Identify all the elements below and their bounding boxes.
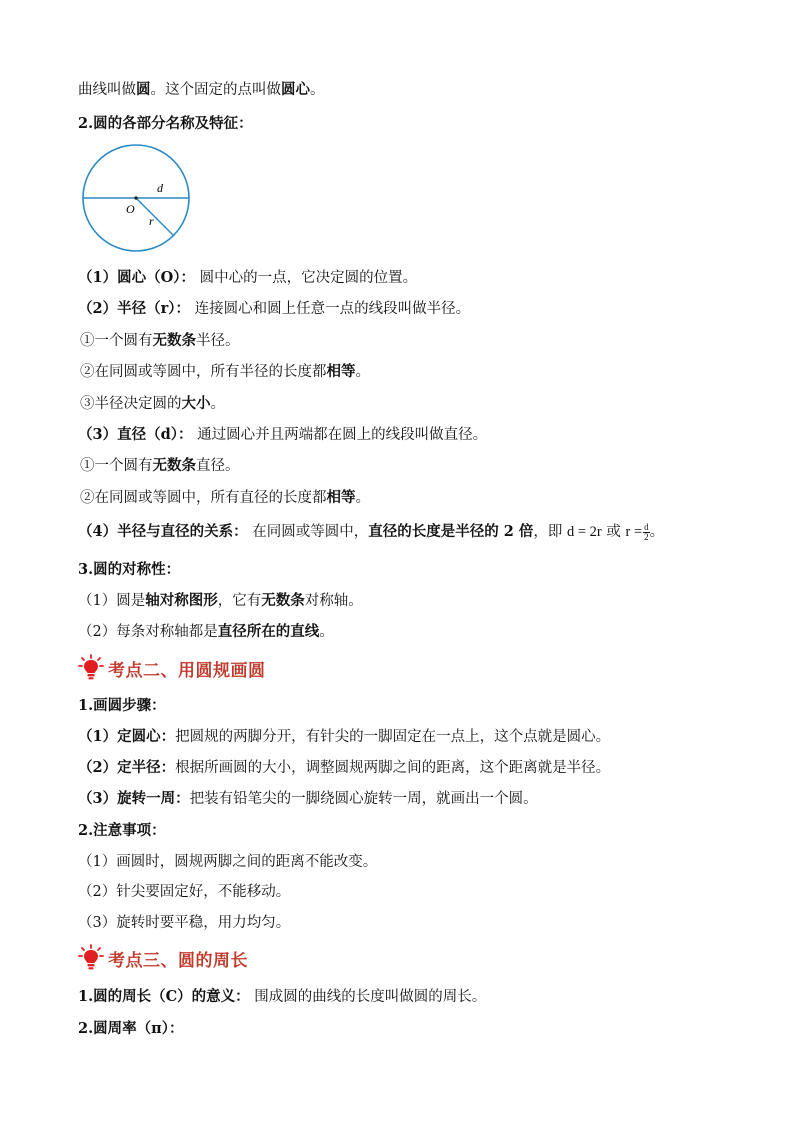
item-relation: （4）半径与直径的关系： 在同圆或等圆中，直径的长度是半径的 2 倍，即 d = 2r 或 r = $\frac{d}{2}$ 。 [78,521,665,542]
pi-title: 2.圆周率（π）： [78,1020,184,1037]
lightbulb-icon [78,654,104,682]
radius-fact-3: ③半径决定圆的大小。 [80,395,225,412]
lightbulb-icon [78,944,104,972]
step-1: （1）定圆心：把圆规的两脚分开，有针尖的一脚固定在一点上，这个点就是圆心。 [78,728,611,745]
fraction-d-over-2: $\frac{d}{2}$ [644,521,649,542]
steps-title: 1.画圆步骤： [78,697,166,714]
note-1: （1）画圆时，圆规两脚之间的距离不能改变。 [78,854,378,870]
circle-diagram [80,142,195,257]
center-point [134,196,137,199]
symmetry-1: （1）圆是轴对称图形，它有无数条对称轴。 [78,592,363,609]
formula-r: r = [625,524,643,540]
diameter-fact-2: ②在同圆或等圆中，所有直径的长度都相等。 [80,489,370,506]
note-3: （3）旋转时要平稳，用力均匀。 [78,915,291,931]
radius-line [136,198,174,236]
note-2: （2）针尖要固定好，不能移动。 [78,884,291,900]
center-label: O [126,202,135,216]
item-radius: （2）半径（r）： 连接圆心和圆上任意一点的线段叫做半径。 [78,300,471,317]
radius-label: r [149,214,154,228]
section2-title: 2.圆的各部分名称及特征： [78,115,253,132]
circumference-meaning: 1.圆的周长（C）的意义： 围成圆的曲线的长度叫做圆的周长。 [78,988,487,1005]
intro-line: 曲线叫做圆。这个固定的点叫做圆心。 [78,81,325,98]
section3-title: 3.圆的对称性： [78,561,181,578]
diameter-label: d [157,181,163,195]
heading-kaodian3: 考点三、圆的周长 [78,943,248,973]
diameter-fact-1: ①一个圆有无数条直径。 [80,457,240,474]
radius-fact-2: ②在同圆或等圆中，所有半径的长度都相等。 [80,363,370,380]
heading-kaodian2: 考点二、用圆规画圆 [78,653,266,683]
step-2: （2）定半径：根据所画圆的大小，调整圆规两脚之间的距离，这个距离就是半径。 [78,759,611,776]
step-3: （3）旋转一周：把装有铅笔尖的一脚绕圆心旋转一周，就画出一个圆。 [78,790,538,807]
item-center: （1）圆心（O）： 圆中心的一点，它决定圆的位置。 [78,269,418,286]
radius-fact-1: ①一个圆有无数条半径。 [80,332,240,349]
formula-d: d = 2r [567,524,602,540]
symmetry-2: （2）每条对称轴都是直径所在的直线。 [78,623,334,640]
item-diameter: （3）直径（d）： 通过圆心并且两端都在圆上的线段叫做直径。 [78,426,488,443]
notes-title: 2.注意事项： [78,822,166,839]
